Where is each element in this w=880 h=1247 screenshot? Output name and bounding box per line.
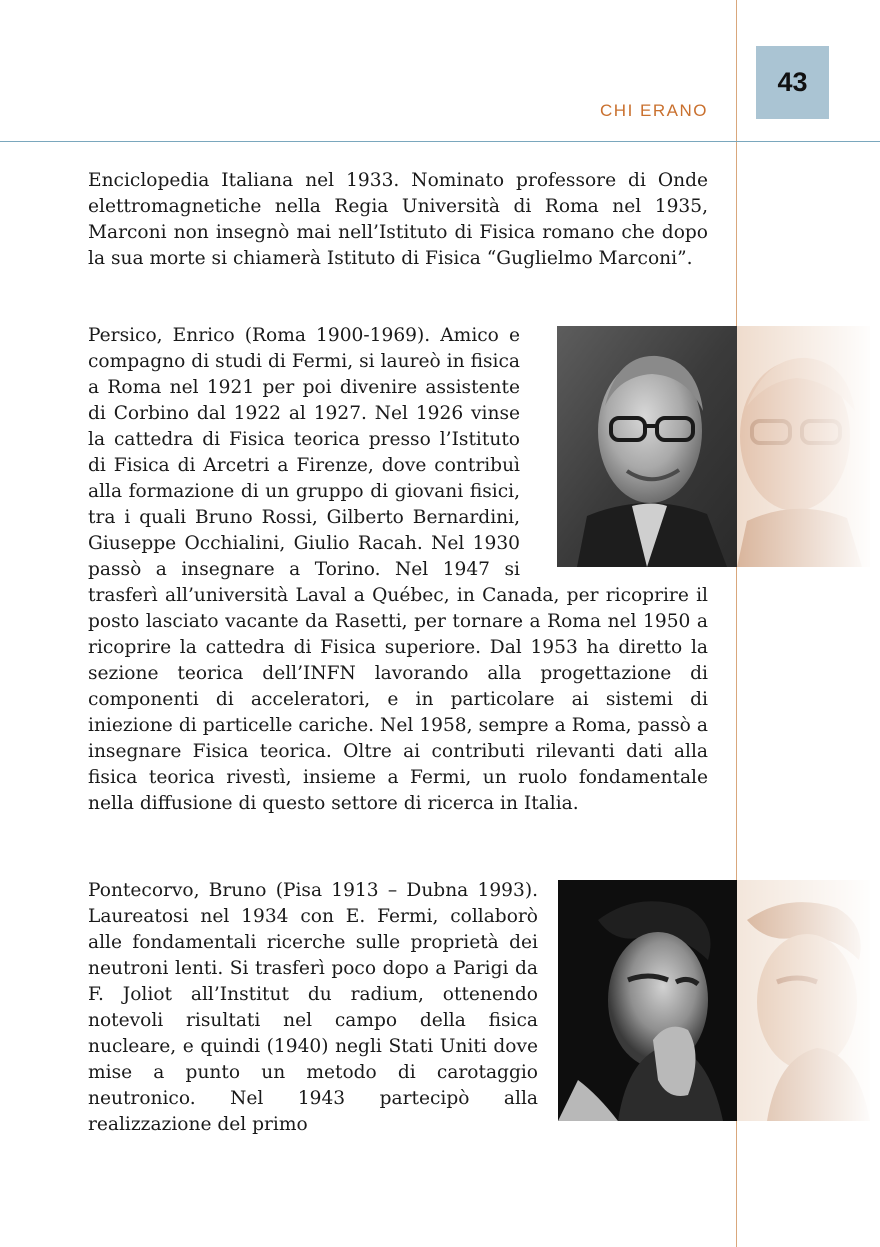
- paragraph-pontecorvo: Pontecorvo, Bruno (Pisa 1913 – Dubna 1993). Laureatosi nel 1934 con E. Fermi, collaborò alle fondamentali ricerche sulle proprietà dei neutroni lenti. Si trasferì poco dopo a Parigi da F. Joliot all’Institut du radium, ottenendo notevoli risultati nel campo della fisica nucleare, e quindi (1940) negli Stati Uniti dove mise a punto un metodo di carotaggio neutronico. Nel 1943 partecipò alla realizzazione del primo: [88, 880, 538, 1135]
- decorative-faded-photo-pontecorvo: [737, 880, 870, 1121]
- paragraph-marconi: Enciclopedia Italiana nel 1933. Nominato professore di Onde elettromagnetiche nella Regia Università di Roma nel 1935, Marconi non insegnò mai nell’Istituto di Fisica romano che dopo la sua morte si chiamerà Istituto di Fisica “Guglielmo Marconi”.: [88, 170, 708, 269]
- page-number: 43: [756, 46, 829, 119]
- portrait-photo-pontecorvo: [558, 880, 737, 1121]
- section-title: CHI ERANO: [600, 101, 708, 120]
- decorative-faded-photo-persico: [737, 326, 870, 567]
- header-rule: [0, 141, 880, 142]
- portrait-photo-persico: [557, 326, 737, 567]
- paragraph-persico-text: Persico, Enrico (Roma 1900-1969). Amico e compagno di studi di Fermi, si laureò in fisica a Roma nel 1921 per poi divenire assistente di Corbino dal 1922 al 1927. Nel 1926 vinse la cattedra di Fisica teorica presso l’Istituto di Fisica di Arcetri a Firenze, dove contribuì alla formazione di un gruppo di giovani fisici, tra i quali Bruno Rossi, Gilberto Bernardini, Giuseppe Occhialini, Giulio Racah. Nel 1930 passò a insegnare a Torino. Nel 1947 si trasferì all’università Laval a Québec, in Canada, per ricoprire il posto lasciato vacante da Rasetti, per tornare a Roma nel 1950 a ricoprire la cattedra di Fisica superiore. Dal 1953 ha diretto la sezione teorica dell’INFN lavorando alla progettazione di componenti di acceleratori, e in particolare ai sistemi di iniezione di particelle cariche. Nel 1958, sempre a Roma, passò a insegnare Fisica teorica. Oltre ai contributi rilevanti dati alla fisica teorica rivestì, insieme a Fermi, un ruolo fondamentale nella diffusione di questo settore di ricerca in Italia.: [88, 325, 708, 814]
